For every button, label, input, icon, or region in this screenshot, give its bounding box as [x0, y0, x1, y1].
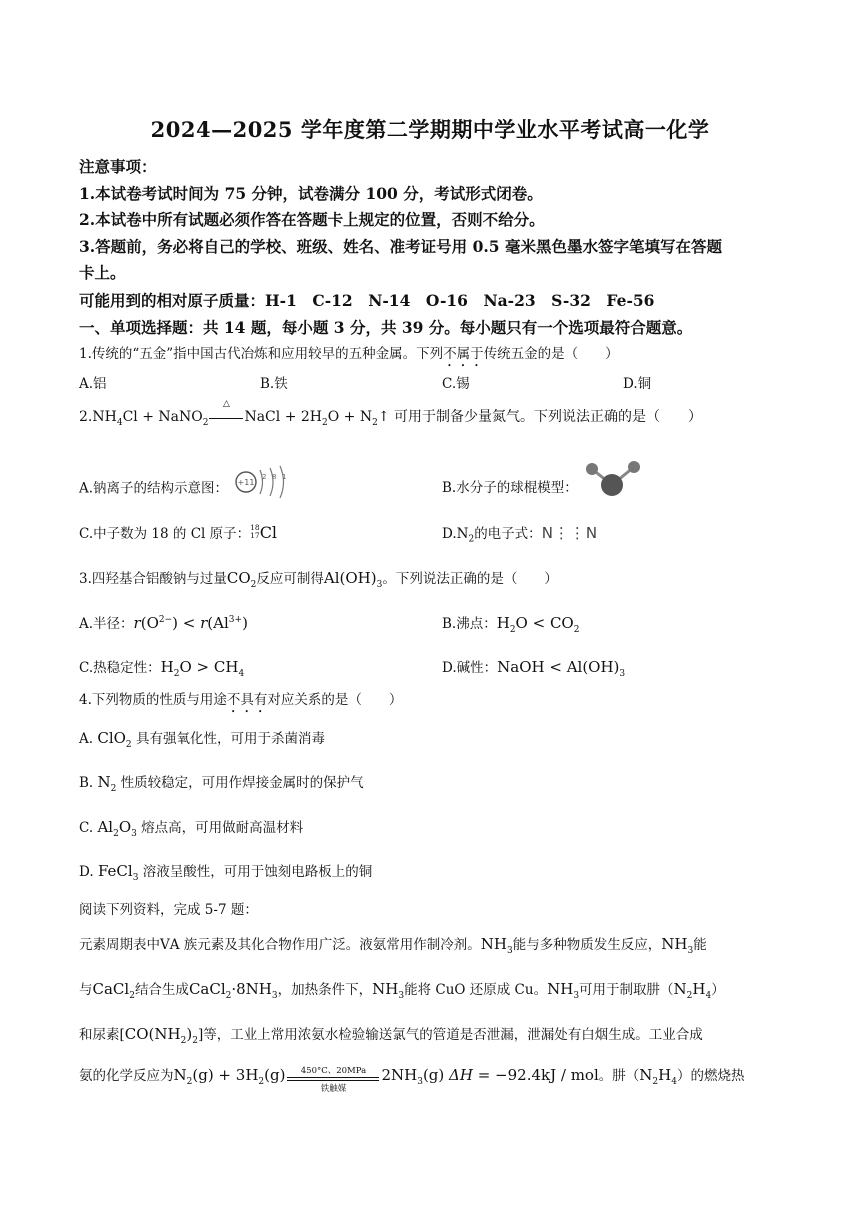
- reading-intro: 阅读下列资料，完成 5-7 题：: [79, 902, 258, 918]
- page-title: 2024—2025 学年度第二学期期中学业水平考试高一化学: [150, 117, 710, 142]
- q2-option-d: $D.N_2$的电子式：N⋮⋮N: [442, 524, 599, 545]
- q2-option-c: C.中子数为 18 的 Cl 原子：18 17Cl: [79, 522, 278, 542]
- q2-option-a: A.钠离子的结构示意图： +11 2 8 1: [79, 476, 290, 502]
- water-ball-stick-model: [582, 457, 644, 501]
- q2-option-b: B.水分子的球棍模型：: [442, 476, 644, 501]
- n2-electron-formula: N⋮⋮N: [541, 524, 599, 542]
- svg-text:8: 8: [272, 473, 277, 481]
- q3-option-a: A.半径：$r(O^{2-}) < r(Al^{3+})$: [79, 614, 248, 632]
- atomic-masses: 可能用到的相对原子质量：H-1 C-12 N-14 O-16 Na-23 S-32 Fe-56: [79, 291, 655, 310]
- reading-line-2: 与CaCl$_2$结合生成$CaCl_2\cdot 8NH_3$，加热条件下，$NH_3$能将 CuO 还原成 Cu。$NH_3$可用于制取肼$(N_2H_4)$: [79, 980, 725, 1001]
- reaction-conditions-arrow: 450°C、20MPa 铁触媒: [285, 1066, 381, 1088]
- svg-text:+11: +11: [237, 478, 255, 487]
- reading-line-4: 氨的化学反应为$N_2(g) + 3H_2(g)$ 450°C、20MPa 铁触媒 $2NH_3(g) \Delta H = -92.4kJ$ / mol。肼$(N_2H_4)$的燃烧热: [79, 1065, 745, 1094]
- q1-option-c: C.锡: [442, 376, 470, 392]
- q3-option-d: D.碱性：NaOH < $Al(OH)_3$: [442, 658, 626, 679]
- svg-text:2: 2: [262, 473, 267, 481]
- q4-stem: 4.下列物质的性质与用途不具有对应关系的是（ ）: [79, 692, 403, 708]
- q4-option-d: D. FeCl$_3$ 溶液呈酸性，可用于蚀刻电路板上的铜: [79, 862, 373, 883]
- q1-option-d: D.铜: [623, 376, 652, 392]
- q4-option-b: B. $N_2$ 性质较稳定，可用作焊接金属时的保护气: [79, 773, 364, 794]
- reading-line-1: 元素周期表中ⅤA 族元素及其化合物作用广泛。液氨常用作制冷剂。$NH_3$能与多种物质发生反应，$NH_3$能: [79, 935, 707, 956]
- reading-line-3: 和尿素$[CO(NH_2)_2]$等，工业上常用浓氨水检验输送氯气的管道是否泄漏，泄漏处有白烟生成。工业合成: [79, 1025, 703, 1046]
- q1-option-a: A.铝: [79, 376, 107, 392]
- q4-option-c: C. $Al_2O_3$ 熔点高，可用做耐高温材料: [79, 818, 304, 839]
- notice-item-3: 3.答题前，务必将自己的学校、班级、姓名、准考证号用 0.5 毫米黑色墨水签字笔填写在答题: [79, 237, 722, 256]
- q2-stem: $2.NH_4Cl$ + NaNO$_2$ △ NaCl + $2H_2O$ + $N_2↑$ 可用于制备少量氮气。下列说法正确的是（ ）: [79, 399, 703, 428]
- notice-heading: 注意事项：: [79, 157, 157, 176]
- svg-text:1: 1: [282, 473, 287, 481]
- notice-item-1: 1.本试卷考试时间为 75 分钟，试卷满分 100 分，考试形式闭卷。: [79, 184, 543, 203]
- sodium-ion-diagram: [232, 462, 290, 502]
- q4-option-a: A. ClO$_2$ 具有强氧化性，可用于杀菌消毒: [79, 729, 325, 750]
- q3-stem: 3.四羟基合铝酸钠与过量$CO_2$反应可制得$Al(OH)_3$。下列说法正确的是（ ）: [79, 569, 558, 590]
- q3-option-b: B.沸点：$H_2O < CO_2$: [442, 614, 580, 635]
- section-heading: 一、单项选择题：共 14 题，每小题 3 分，共 39 分。每小题只有一个选项最符合题意。: [79, 318, 693, 337]
- q3-option-c: C.热稳定性：$H_2O > CH_4$: [79, 658, 245, 679]
- q1-stem: 1.传统的“五金”指中国古代冶炼和应用较早的五种金属。下列不属于传统五金的是（ ）: [79, 346, 619, 362]
- notice-item-2: 2.本试卷中所有试题必须作答在答题卡上规定的位置，否则不给分。: [79, 210, 545, 229]
- notice-item-3-cont: 卡上。: [79, 263, 126, 282]
- q1-option-b: B.铁: [260, 376, 288, 392]
